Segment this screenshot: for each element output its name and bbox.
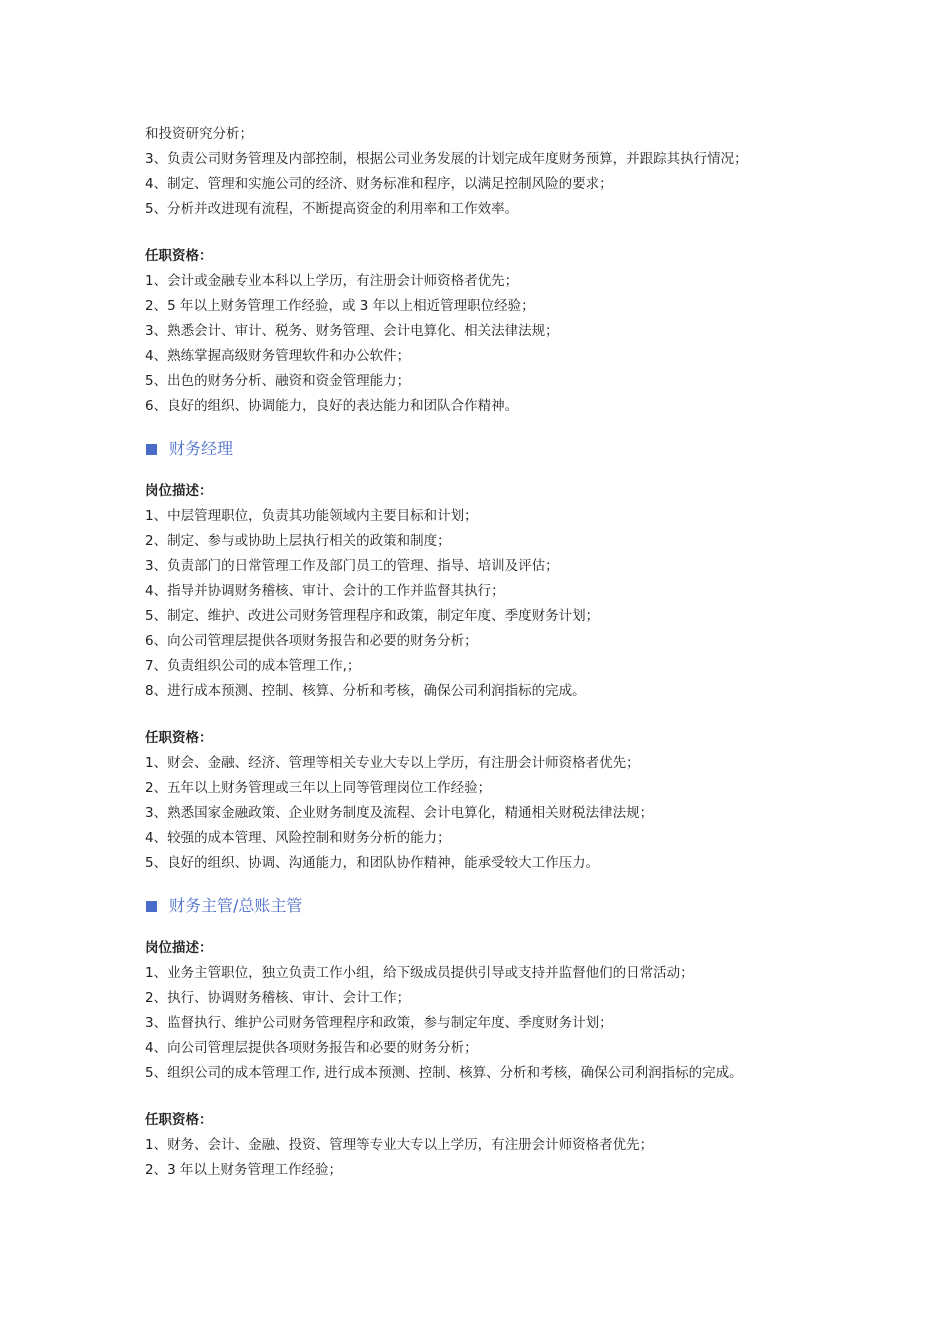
list-item: 2、3 年以上财务管理工作经验；	[145, 1162, 342, 1178]
document-content	[145, 122, 865, 1183]
list-item: 5、组织公司的成本管理工作, 进行成本预测、控制、核算、分析和考核，确保公司利润指标的完成。	[145, 1065, 743, 1081]
qualifications-label: 任职资格：	[145, 730, 213, 746]
section-heading-finance-supervisor	[145, 893, 865, 919]
supervisor-duties-list	[145, 961, 865, 1086]
qualifications-label: 任职资格：	[145, 1112, 213, 1128]
list-item: 5、制定、维护、改进公司财务管理程序和政策，制定年度、季度财务计划；	[145, 608, 600, 624]
list-item: 1、业务主管职位，独立负责工作小组，给下级成员提供引导或支持并监督他们的日常活动；	[145, 965, 694, 981]
manager-duties-list	[145, 504, 865, 704]
list-item: 2、5 年以上财务管理工作经验，或 3 年以上相近管理职位经验；	[145, 298, 535, 314]
list-item: 1、会计或金融专业本科以上学历，有注册会计师资格者优先；	[145, 273, 519, 289]
list-item: 3、负责公司财务管理及内部控制，根据公司业务发展的计划完成年度财务预算，并跟踪其执行情况；	[145, 151, 748, 167]
previous-qualifications-list	[145, 269, 865, 419]
list-item: 3、负责部门的日常管理工作及部门员工的管理、指导、培训及评估；	[145, 558, 559, 574]
list-item: 4、较强的成本管理、风险控制和财务分析的能力；	[145, 830, 451, 846]
list-item: 1、财务、会计、金融、投资、管理等专业大专以上学历，有注册会计师资格者优先；	[145, 1137, 654, 1153]
list-item: 1、中层管理职位，负责其功能领域内主要目标和计划；	[145, 508, 478, 524]
section-heading-finance-manager	[145, 436, 865, 462]
duties-label: 岗位描述：	[145, 940, 213, 956]
list-item: 5、出色的财务分析、融资和资金管理能力；	[145, 373, 411, 389]
previous-duties-list	[145, 122, 865, 222]
list-item: 5、分析并改进现有流程，不断提高资金的利用率和工作效率。	[145, 201, 519, 217]
square-bullet-icon	[146, 444, 157, 455]
duties-label: 岗位描述：	[145, 483, 213, 499]
qualifications-label: 任职资格：	[145, 248, 213, 264]
list-item: 3、熟悉会计、审计、税务、财务管理、会计电算化、相关法律法规；	[145, 323, 559, 339]
list-item: 1、财会、金融、经济、管理等相关专业大专以上学历，有注册会计师资格者优先；	[145, 755, 640, 771]
list-item: 2、执行、协调财务稽核、审计、会计工作；	[145, 990, 411, 1006]
manager-qualifications-list	[145, 751, 865, 876]
list-item: 4、制定、管理和实施公司的经济、财务标准和程序，以满足控制风险的要求；	[145, 176, 613, 192]
square-bullet-icon	[146, 901, 157, 912]
list-item: 3、监督执行、维护公司财务管理程序和政策，参与制定年度、季度财务计划；	[145, 1015, 613, 1031]
list-item: 7、负责组织公司的成本管理工作,；	[145, 658, 361, 674]
list-item: 4、指导并协调财务稽核、审计、会计的工作并监督其执行；	[145, 583, 505, 599]
section-title: 财务主管/总账主管	[169, 896, 303, 915]
list-item: 和投资研究分析；	[145, 126, 253, 142]
list-item: 6、良好的组织、协调能力，良好的表达能力和团队合作精神。	[145, 398, 519, 414]
supervisor-qualifications-list	[145, 1133, 865, 1183]
list-item: 5、良好的组织、协调、沟通能力，和团队协作精神，能承受较大工作压力。	[145, 855, 600, 871]
list-item: 4、熟练掌握高级财务管理软件和办公软件；	[145, 348, 411, 364]
list-item: 8、进行成本预测、控制、核算、分析和考核，确保公司利润指标的完成。	[145, 683, 586, 699]
section-title: 财务经理	[169, 439, 234, 458]
list-item: 6、向公司管理层提供各项财务报告和必要的财务分析；	[145, 633, 478, 649]
list-item: 2、制定、参与或协助上层执行相关的政策和制度；	[145, 533, 451, 549]
list-item: 3、熟悉国家金融政策、企业财务制度及流程、会计电算化，精通相关财税法律法规；	[145, 805, 654, 821]
list-item: 2、五年以上财务管理或三年以上同等管理岗位工作经验；	[145, 780, 492, 796]
list-item: 4、向公司管理层提供各项财务报告和必要的财务分析；	[145, 1040, 478, 1056]
